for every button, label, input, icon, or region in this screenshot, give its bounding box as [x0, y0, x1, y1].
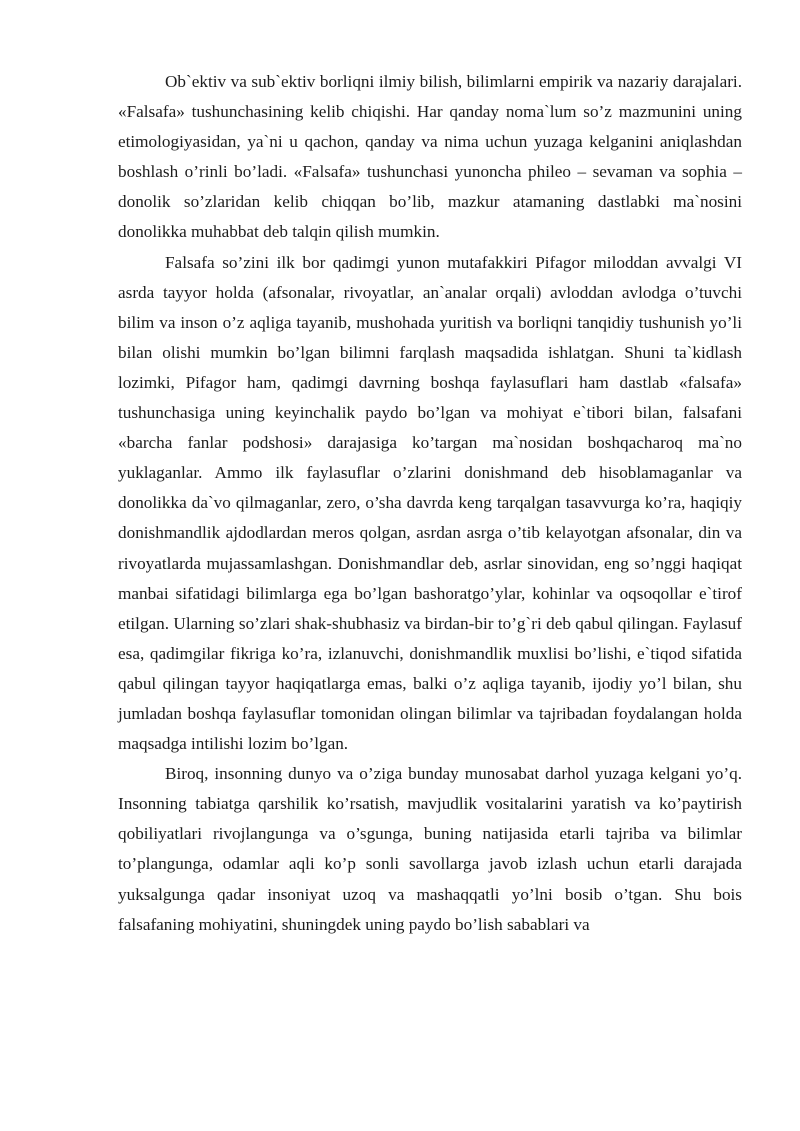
paragraph-2: Falsafa so’zini ilk bor qadimgi yunon mutafakkiri Pifagor miloddan avvalgi VI asrda tayyor holda (afsonalar, rivoyatlar, an`analar orqali) avloddan avlodga o’tuvchi bilim va inson o’z aqliga tayanib, mushohada yuritish va borliqni tanqidiy tushunish yo’li bilan olishi mumkin bo’lgan bilimni farqlash maqsadida ishlatgan. Shuni ta`kidlash lozimki, Pifagor ham, qadimgi davrning boshqa faylasuflari ham dastlab «falsafa» tushunchasiga uning keyinchalik paydo bo’lgan va mohiyat e`tibori bilan, falsafani «barcha fanlar podshosi» darajasiga ko’targan ma`nosidan boshqacharoq ma`no yuklaganlar. Ammo ilk faylasuflar o’zlarini donishmand deb hisoblamaganlar va donolikka da`vo qilmaganlar, zero, o’sha davrda keng tarqalgan tasavvurga ko’ra, haqiqiy donishmandlik ajdodlardan meros qolgan, asrdan asrga o’tib kelayotgan afsonalar, din va rivoyatlarda mujassamlashgan. Donishmandlar deb, asrlar sinovidan, eng so’nggi haqiqat manbai sifatidagi bilimlarga ega bo’lgan bashoratgo’ylar, kohinlar va oqsoqollar e`tirof etilgan. Ularning so’zlari shak-shubhasiz va birdan-bir to’g`ri deb qabul qilingan. Faylasuf esa, qadimgilar fikriga ko’ra, izlanuvchi, donishmandlik muxlisi bo’lishi, e`tiqod sifatida qabul qilingan tayyor haqiqatlarga emas, balki o’z aqliga tayanib, ijodiy yo’l bilan, shu jumladan boshqa faylasuflar tomonidan olingan bilimlar va tajribadan foydalangan holda maqsadga intilishi lozim bo’lgan. [118, 252, 742, 754]
document-body [118, 67, 742, 940]
paragraph-3: Biroq, insonning dunyo va o’ziga bunday munosabat darhol yuzaga kelgani yo’q. Insonning tabiatga qarshilik ko’rsatish, mavjudlik vositalarini yaratish va ko’paytirish qobiliyatlari rivojlangunga va o’sgunga, buning natijasida etarli tajriba va bilimlar to’plangunga, odamlar aqli ko’p sonli savollarga javob izlash uchun etarli darajada yuksalgunga qadar insoniyat uzoq va mashaqqatli yo’lni bosib o’tgan. Shu bois falsafaning mohiyatini, shuningdek uning paydo bo’lish sabablari va [118, 764, 742, 934]
paragraph-1: Ob`ektiv va sub`ektiv borliqni ilmiy bilish, bilimlarni empirik va nazariy darajalari. «Falsafa» tushunchasining kelib chiqishi. Har qanday noma`lum so’z mazmunini uning etimologiyasidan, ya`ni u qachon, qanday va nima uchun yuzaga kelganini aniqlashdan boshlash o’rinli bo’ladi. «Falsafa» tushunchasi yunoncha phileo – sevaman va sophia – donolik so’zlaridan kelib chiqqan bo’lib, mazkur atamaning dastlabki ma`nosini donolikka muhabbat deb talqin qilish mumkin. [118, 72, 742, 242]
